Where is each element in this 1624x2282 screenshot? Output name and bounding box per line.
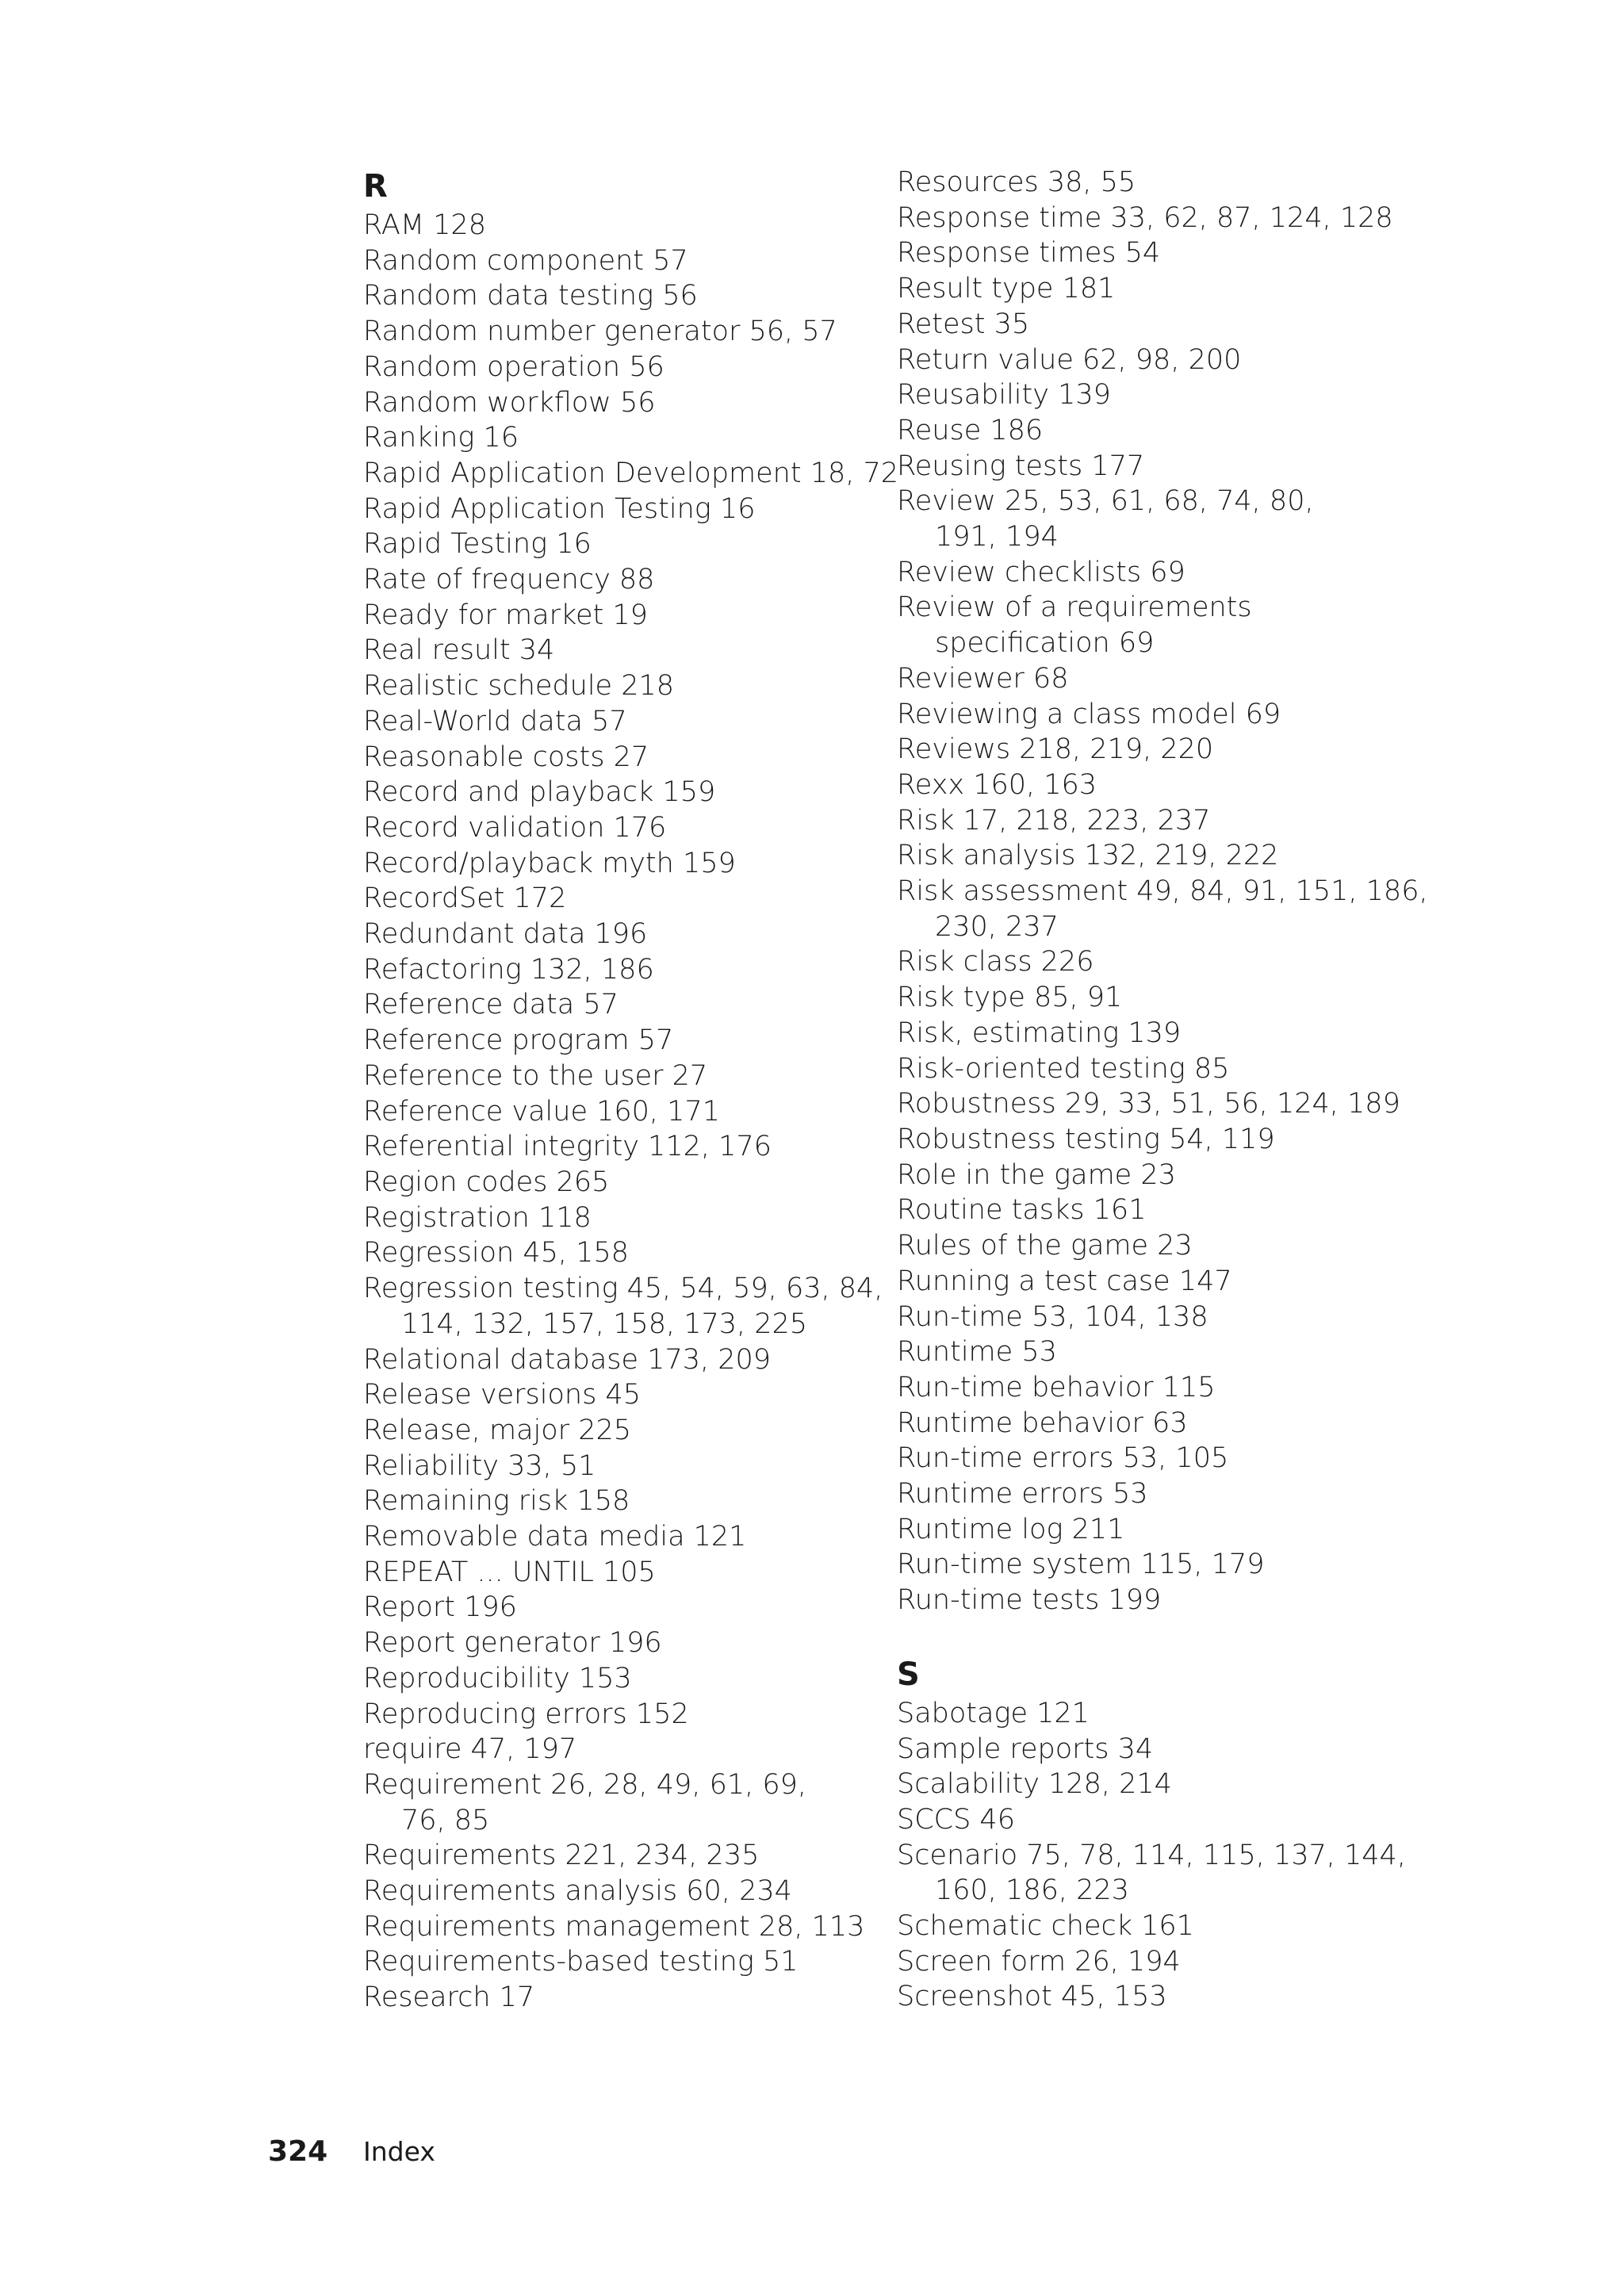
index-entry: Requirements-based testing 51 (363, 1946, 799, 1978)
index-entry: Reference value 160, 171 (363, 1095, 720, 1128)
index-entry: Role in the game 23 (897, 1158, 1176, 1191)
index-entry: Risk-oriented testing 85 (897, 1052, 1230, 1085)
index-entry: RecordSet 172 (363, 883, 567, 915)
section-gap (897, 1618, 1404, 1653)
index-entry: Requirement 26, 28, 49, 61, 69, (363, 1768, 807, 1801)
index-entry: Regression testing 45, 54, 59, 63, 84, (363, 1273, 883, 1305)
index-entry: Robustness testing 54, 119 (897, 1123, 1275, 1155)
page-footer (268, 2135, 435, 2168)
index-entry: Relational database 173, 209 (363, 1343, 772, 1376)
index-entry: Reviews 218, 219, 220 (897, 733, 1214, 766)
index-entry: Referential integrity 112, 176 (363, 1131, 772, 1163)
index-entry: Region codes 265 (363, 1166, 610, 1198)
index-entry: REPEAT ... UNTIL 105 (363, 1556, 656, 1588)
index-entry: Report generator 196 (363, 1627, 662, 1660)
index-entry: RAM 128 (363, 209, 486, 241)
index-column-right (897, 165, 1428, 2015)
index-entry: Routine tasks 161 (897, 1194, 1147, 1227)
index-entry-continuation: 191, 194 (935, 521, 1059, 553)
index-entry: Rate of frequency 88 (363, 564, 655, 596)
index-entry: Rexx 160, 163 (897, 768, 1097, 801)
index-entry: Record and playback 159 (363, 776, 716, 809)
index-entry: Risk assessment 49, 84, 91, 151, 186, (897, 875, 1428, 908)
index-entry: Runtime errors 53 (897, 1478, 1148, 1510)
index-entry: Scenario 75, 78, 114, 115, 137, 144, (897, 1839, 1406, 1871)
index-entry: Run-time 53, 104, 138 (897, 1300, 1208, 1333)
index-entry: Running a test case 147 (897, 1265, 1232, 1297)
index-entry: Run-time behavior 115 (897, 1371, 1216, 1403)
index-entry: Risk 17, 218, 223, 237 (897, 804, 1211, 837)
index-entry: Reusability 139 (897, 379, 1111, 412)
index-entry: Screen form 26, 194 (897, 1945, 1181, 1978)
index-entry: Rules of the game 23 (897, 1230, 1193, 1262)
section-letter-heading: S (897, 1656, 920, 1693)
index-entry: Reuse 186 (897, 414, 1044, 446)
index-entry: Reusing tests 177 (897, 450, 1145, 482)
index-entry: Requirements analysis 60, 234 (363, 1875, 792, 1908)
running-title: Index (363, 2136, 435, 2167)
page-number: 324 (268, 2135, 328, 2168)
index-entry: Screenshot 45, 153 (897, 1981, 1167, 2013)
index-entry: Scalability 128, 214 (897, 1768, 1172, 1801)
index-entry: Return value 62, 98, 200 (897, 343, 1242, 376)
index-entry: Reference program 57 (363, 1024, 674, 1057)
index-entry: Ready for market 19 (363, 599, 648, 631)
index-entry: Runtime log 211 (897, 1513, 1125, 1545)
index-entry: Resources 38, 55 (897, 167, 1136, 198)
index-entry: SCCS 46 (897, 1803, 1015, 1836)
index-entry: Random workflow 56 (363, 386, 656, 419)
index-entry: Risk type 85, 91 (897, 982, 1123, 1014)
index-entry: Schematic check 161 (897, 1910, 1194, 1943)
index-entry: Ranking 16 (363, 422, 519, 454)
index-entry: Reviewing a class model 69 (897, 698, 1281, 730)
index-entry: Real-World data 57 (363, 705, 627, 737)
index-entry: Reproducing errors 152 (363, 1698, 689, 1730)
index-entry: Reference to the user 27 (363, 1059, 708, 1092)
index-entry: Reviewer 68 (897, 662, 1069, 695)
index-entry: Review of a requirements (897, 592, 1252, 624)
index-entry: Risk class 226 (897, 946, 1094, 978)
index-entry: Risk, estimating 139 (897, 1017, 1182, 1049)
index-entry: Requirements management 28, 113 (363, 1910, 865, 1943)
index-entry: Robustness 29, 33, 51, 56, 124, 189 (897, 1088, 1400, 1120)
index-entry: Removable data media 121 (363, 1521, 747, 1553)
index-entry: Review 25, 53, 61, 68, 74, 80, (897, 485, 1314, 518)
index-entry: Retest 35 (897, 308, 1030, 340)
index-entry: require 47, 197 (363, 1733, 577, 1766)
index-entry-continuation: 76, 85 (401, 1804, 490, 1836)
section-letter-heading: R (363, 168, 388, 205)
index-entry: Result type 181 (897, 273, 1116, 305)
index-entry-continuation: specification 69 (935, 627, 1155, 660)
index-entry: Record validation 176 (363, 811, 667, 844)
index-entry: Random data testing 56 (363, 280, 698, 312)
index-entry: Response time 33, 62, 87, 124, 128 (897, 201, 1393, 234)
index-entry: Runtime behavior 63 (897, 1407, 1188, 1439)
index-entry: Rapid Testing 16 (363, 528, 592, 561)
index-entry: Regression 45, 158 (363, 1237, 629, 1269)
index-entry: Sabotage 121 (897, 1697, 1090, 1729)
index-entry-continuation: 230, 237 (935, 910, 1059, 943)
index-entry: Sample reports 34 (897, 1733, 1154, 1765)
index-entry: Redundant data 196 (363, 918, 648, 951)
index-entry: Record/playback myth 159 (363, 847, 736, 879)
index-entry: Run-time system 115, 179 (897, 1549, 1265, 1581)
index-entry: Release versions 45 (363, 1379, 641, 1411)
index-entry: Rapid Application Testing 16 (363, 492, 756, 525)
index-entry: Rapid Application Development 18, 72 (363, 457, 899, 489)
index-entry: Run-time tests 199 (897, 1584, 1162, 1617)
index-entry: Random number generator 56, 57 (363, 316, 837, 348)
index-entry: Reliability 33, 51 (363, 1449, 596, 1482)
index-entry-continuation: 160, 186, 223 (935, 1874, 1129, 1907)
index-entry: Response times 54 (897, 237, 1161, 270)
index-entry: Run-time errors 53, 105 (897, 1442, 1229, 1475)
index-entry: Remaining risk 158 (363, 1485, 630, 1518)
index-entry: Requirements 221, 234, 235 (363, 1840, 760, 1872)
index-entry: Risk analysis 132, 219, 222 (897, 840, 1279, 872)
index-entry: Registration 118 (363, 1201, 592, 1234)
index-entry: Reference data 57 (363, 989, 619, 1021)
index-entry: Release, major 225 (363, 1414, 632, 1446)
index-entry: Review checklists 69 (897, 556, 1185, 588)
index-entry: Realistic schedule 218 (363, 670, 675, 703)
index-entry: Random component 57 (363, 244, 688, 277)
index-entry: Research 17 (363, 1981, 535, 2014)
index-entry-continuation: 114, 132, 157, 158, 173, 225 (401, 1308, 808, 1340)
index-column-left (363, 165, 899, 2016)
index-entry: Random operation 56 (363, 350, 665, 383)
index-entry: Report 196 (363, 1591, 517, 1624)
index-entry: Refactoring 132, 186 (363, 953, 654, 986)
index-entry: Runtime 53 (897, 1336, 1057, 1369)
index-entry: Reasonable costs 27 (363, 741, 649, 773)
index-entry: Reproducibility 153 (363, 1662, 632, 1694)
index-entry: Real result 34 (363, 634, 555, 667)
